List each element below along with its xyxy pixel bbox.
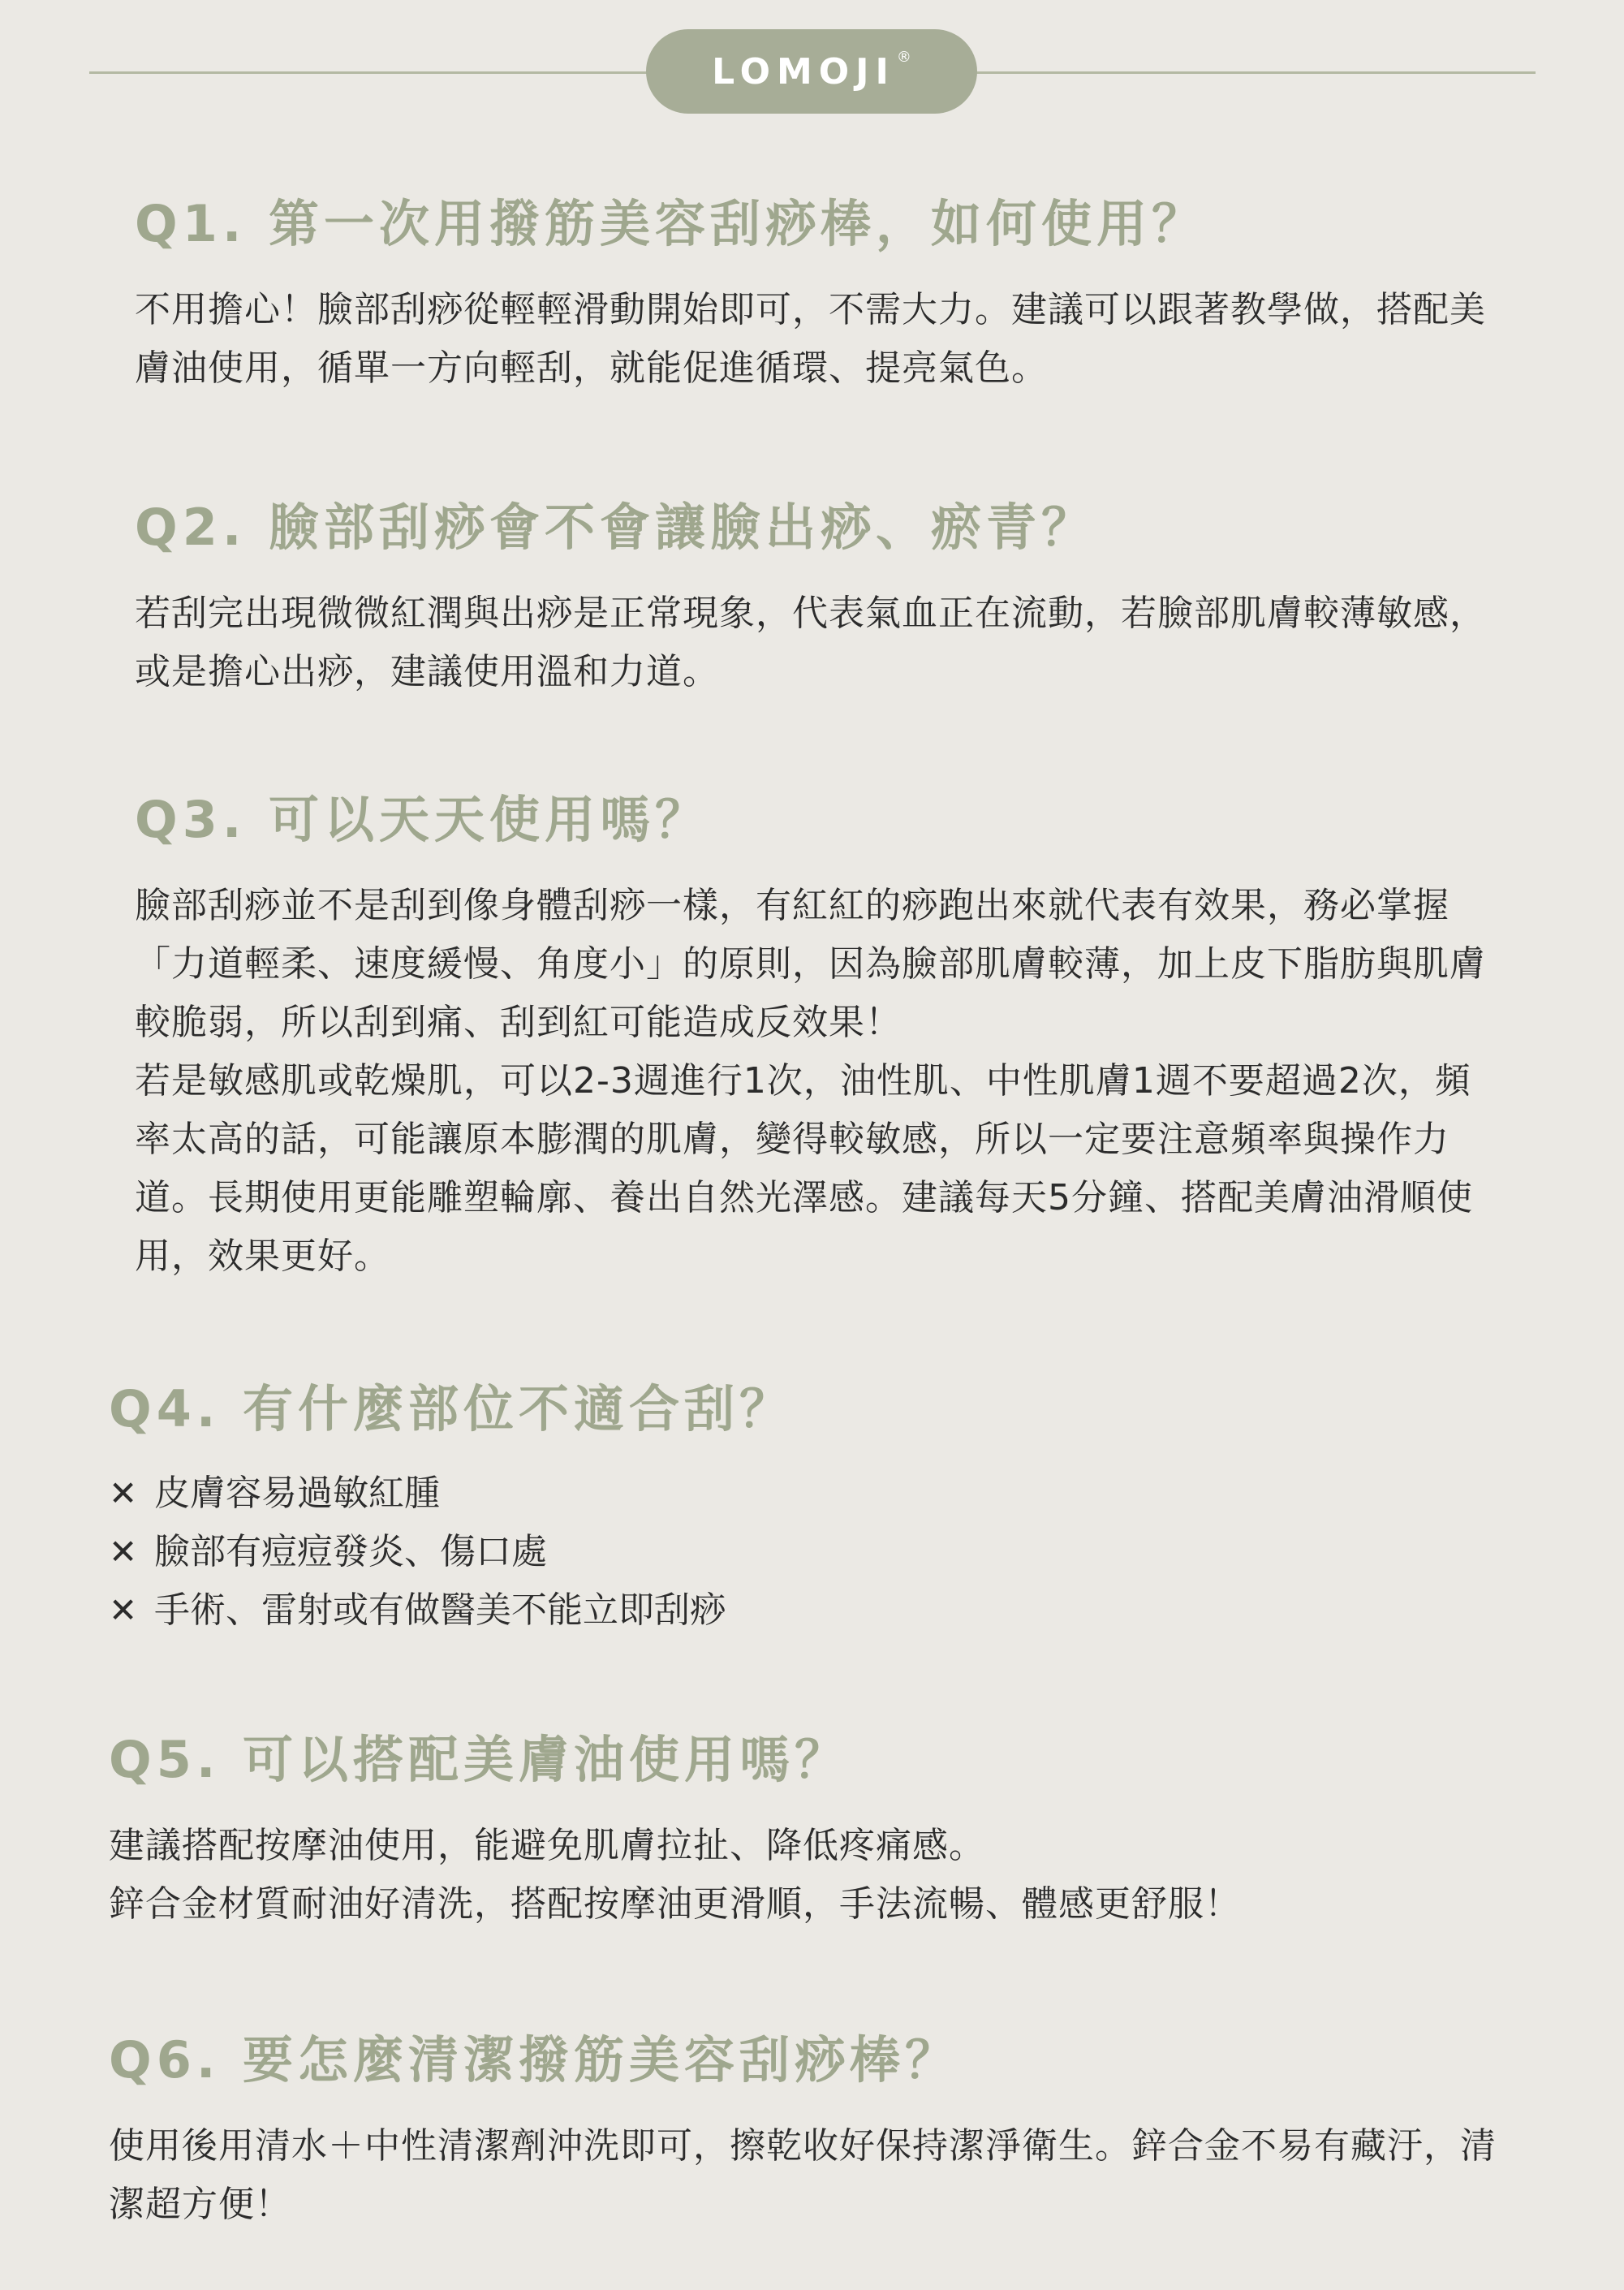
unsuitable-list [109, 1464, 1505, 1640]
answer [135, 877, 1498, 1286]
header-divider-left [89, 71, 657, 74]
answer-paragraph: 若是敏感肌或乾燥肌，可以2-3週進行1次，油性肌、中性肌膚1週不要超過2次，頻率太高的話，可能讓原本膨潤的肌膚，變得較敏感，所以一定要注意頻率與操作力道。長期使用更能雕塑輪廓、養出自然光澤感。建議每天5分鐘、搭配美膚油滑順使用，效果更好。 [135, 1060, 1473, 1277]
faq-q1 [135, 192, 1498, 398]
list-item [109, 1523, 1505, 1581]
answer [135, 584, 1498, 701]
answer-paragraph: 鋅合金材質耐油好清洗，搭配按摩油更滑順，手法流暢、體感更舒服！ [109, 1883, 1241, 1925]
list-item-text: 皮膚容易過敏紅腫 [154, 1473, 440, 1514]
question-title: Q5. 可以搭配美膚油使用嗎？ [109, 1730, 850, 1789]
question-title: Q4. 有什麼部位不適合刮？ [109, 1379, 795, 1438]
cross-icon: ✕ [109, 1590, 138, 1630]
faq-q5 [109, 1727, 1505, 1934]
faq-q4 [109, 1377, 1505, 1640]
faq-q6 [109, 2028, 1505, 2234]
answer-paragraph: 若刮完出現微微紅潤與出痧是正常現象，代表氣血正在流動，若臉部肌膚較薄敏感，或是擔心出痧，建議使用溫和力道。 [135, 593, 1486, 692]
faq-q3 [135, 787, 1498, 1286]
answer-paragraph: 臉部刮痧並不是刮到像身體刮痧一樣，有紅紅的痧跑出來就代表有效果，務必掌握「力道輕柔、速度緩慢、角度小」的原則，因為臉部肌膚較薄，加上皮下脂肪與肌膚較脆弱，所以刮到痛、刮到紅可能造成反效果！ [135, 885, 1486, 1043]
brand-name: LOMOJI [712, 50, 895, 93]
question-title: Q6. 要怎麼清潔撥筋美容刮痧棒？ [109, 2030, 960, 2089]
list-item-text: 臉部有痘痘發炎、傷口處 [154, 1531, 547, 1572]
answer-paragraph: 不用擔心！臉部刮痧從輕輕滑動開始即可，不需大力。建議可以跟著教學做，搭配美膚油使用，循單一方向輕刮，就能促進循環、提亮氣色。 [135, 289, 1486, 389]
list-item [109, 1581, 1505, 1640]
cross-icon: ✕ [109, 1473, 138, 1513]
question-title: Q1. 第一次用撥筋美容刮痧棒，如何使用？ [135, 194, 1207, 253]
list-item-text: 手術、雷射或有做醫美不能立即刮痧 [154, 1589, 726, 1631]
registered-mark: ® [896, 48, 911, 66]
header [0, 29, 1624, 114]
answer [135, 281, 1498, 398]
brand-logo [646, 29, 977, 114]
header-divider-right [966, 71, 1536, 74]
question-title: Q3. 可以天天使用嗎？ [135, 790, 710, 849]
question-title: Q2. 臉部刮痧會不會讓臉出痧、瘀青？ [135, 498, 1096, 557]
list-item [109, 1464, 1505, 1523]
answer-paragraph: 使用後用清水＋中性清潔劑沖洗即可，擦乾收好保持潔淨衛生。鋅合金不易有藏汙，清潔超方便！ [109, 2125, 1497, 2225]
faq-q2 [135, 495, 1498, 701]
answer [109, 2117, 1505, 2234]
answer [109, 1817, 1505, 1934]
answer-paragraph: 建議搭配按摩油使用，能避免肌膚拉扯、降低疼痛感。 [109, 1825, 985, 1866]
cross-icon: ✕ [109, 1532, 138, 1572]
